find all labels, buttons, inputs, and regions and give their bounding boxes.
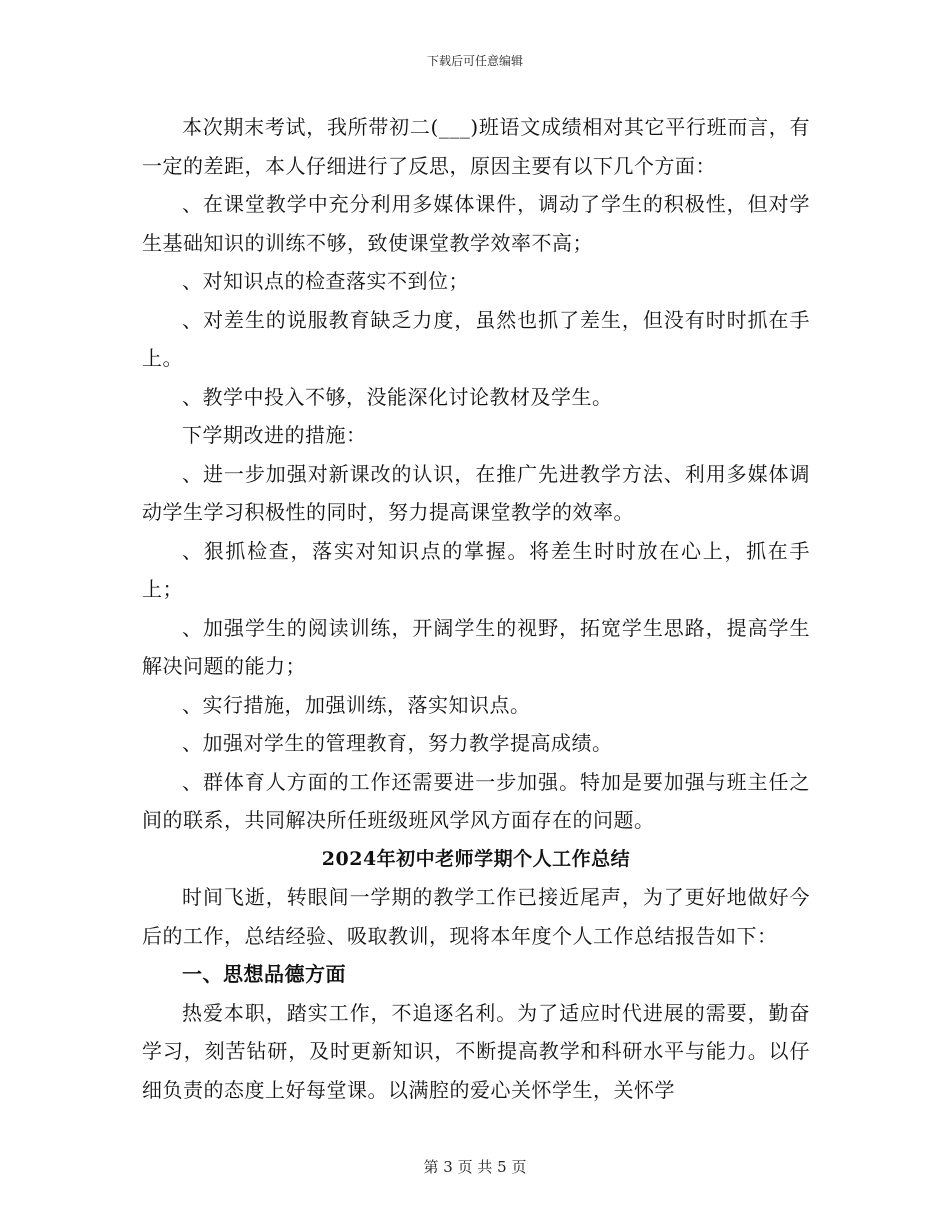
paragraph: 热爱本职，踏实工作，不追逐名利。为了适应时代进展的需要，勤奋学习，刻苦钻研，及时更新知识，不断提高教学和科研水平与能力。以仔细负责的态度上好每堂课。以满腔的爱心关怀学生，关怀学: [142, 1000, 810, 1102]
paragraph: 、对差生的说服教育缺乏力度，虽然也抓了差生，但没有时时抓在手上。: [142, 307, 810, 370]
paragraph: 本次期末考试，我所带初二(___)班语文成绩相对其它平行班而言，有一定的差距，本人仔细进行了反思，原因主要有以下几个方面：: [142, 115, 810, 178]
section-title: 2024年初中老师学期个人工作总结: [321, 847, 631, 870]
paragraph: 、在课堂教学中充分利用多媒体课件，调动了学生的积极性，但对学生基础知识的训练不够，致使课堂教学效率不高；: [142, 192, 810, 255]
paragraph: 下学期改进的措施：: [182, 423, 367, 447]
paragraph: 、加强学生的阅读训练，开阔学生的视野，拓宽学生思路，提高学生解决问题的能力；: [142, 615, 810, 678]
paragraph: 、进一步加强对新课改的认识，在推广先进教学方法、利用多媒体调动学生学习积极性的同时，努力提高课堂教学的效率。: [142, 461, 810, 524]
page-header: 下载后可任意编辑: [426, 54, 523, 68]
paragraph: 、教学中投入不够，没能深化讨论教材及学生。: [182, 384, 613, 409]
page-number: 第 3 页 共 5 页: [423, 1158, 527, 1176]
paragraph: 、对知识点的检查落实不到位；: [182, 269, 469, 293]
paragraph: 、实行措施，加强训练，落实知识点。: [182, 692, 531, 717]
paragraph: 、群体育人方面的工作还需要进一步加强。特加是要加强与班主任之间的联系，共同解决所任班级班风学风方面存在的问题。: [142, 769, 810, 832]
section-heading: 一、思想品德方面: [182, 962, 346, 986]
paragraph: 时间飞逝，转眼间一学期的教学工作已接近尾声，为了更好地做好今后的工作，总结经验、吸取教训，现将本年度个人工作总结报告如下：: [142, 885, 810, 948]
paragraph: 、加强对学生的管理教育，努力教学提高成绩。: [182, 731, 613, 755]
paragraph: 、狠抓检查，落实对知识点的掌握。将差生时时放在心上，抓在手上；: [142, 538, 810, 601]
document-body: [142, 108, 810, 1109]
